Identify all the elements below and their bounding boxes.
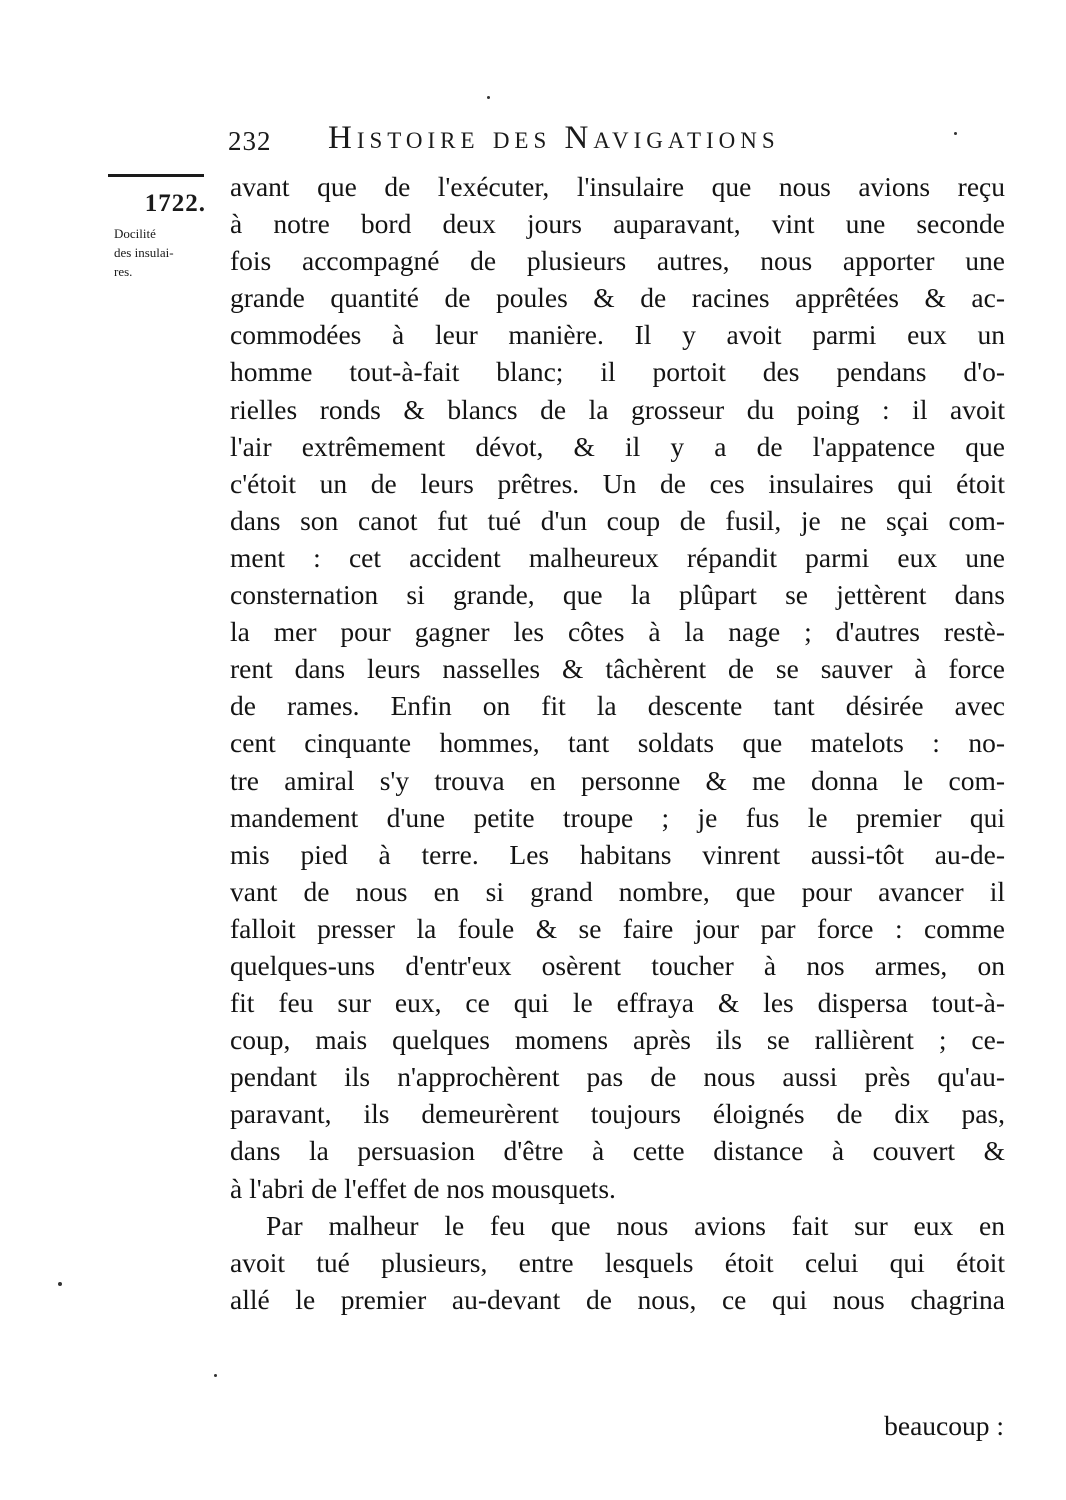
text-line: consternation si grande, que la plûpart se jettèrent dans xyxy=(230,579,1005,611)
text-line: mis pied à terre. Les habitans vinrent aussi-tôt au-de- xyxy=(230,838,1005,870)
text-line: coup, mais quelques momens après ils se rallièrent ; ce- xyxy=(230,1024,1005,1056)
text-line: ment : cet accident malheureux répandit parmi eux une xyxy=(230,541,1005,573)
text-line: vant de nous en si grand nombre, que pour avancer il xyxy=(230,875,1005,907)
margin-note-line: Docilité xyxy=(114,226,156,241)
text-line: Par malheur le feu que nous avions fait sur eux en xyxy=(266,1209,1005,1241)
text-line: avoit tué plusieurs, entre lesquels étoit celui qui étoit xyxy=(230,1246,1005,1278)
scan-speck xyxy=(58,1282,62,1286)
margin-note-text xyxy=(104,224,208,281)
marginal-note xyxy=(104,190,208,281)
text-line: paravant, ils demeurèrent toujours éloignés de dix pas, xyxy=(230,1098,1005,1130)
text-line: à notre bord deux jours auparavant, vint une seconde xyxy=(230,208,1005,240)
text-line: c'étoit un de leurs prêtres. Un de ces insulaires qui étoit xyxy=(230,467,1005,499)
text-line: dans la persuasion d'être à cette distance à couvert & xyxy=(230,1135,1005,1167)
text-line: fit feu sur eux, ce qui le effraya & les dispersa tout-à- xyxy=(230,987,1005,1019)
margin-rule xyxy=(108,174,204,177)
text-line: l'air extrêmement dévot, & il y a de l'appatence que xyxy=(230,430,1005,462)
page-header xyxy=(228,118,928,158)
text-line: la mer pour gagner les côtes à la nage ; d'autres restè- xyxy=(230,616,1005,648)
running-title: Histoire des Navigations xyxy=(328,120,780,156)
text-line: homme tout-à-fait blanc; il portoit des pendans d'o- xyxy=(230,356,1005,388)
text-line: allé le premier au-devant de nous, ce qui nous chagrina xyxy=(230,1283,1005,1315)
scan-speck xyxy=(954,132,957,135)
scan-speck xyxy=(214,1374,217,1377)
text-line: dans son canot fut tué d'un coup de fusil, je ne sçai com- xyxy=(230,504,1005,536)
text-line: pendant ils n'approchèrent pas de nous aussi près qu'au- xyxy=(230,1061,1005,1093)
text-line: rielles ronds & blancs de la grosseur du poing : il avoit xyxy=(230,393,1005,425)
text-line: avant que de l'exécuter, l'insulaire que nous avions reçu xyxy=(230,171,1005,202)
text-line: falloit presser la foule & se faire jour par force : comme xyxy=(230,912,1005,944)
paragraph-2 xyxy=(230,1207,1005,1318)
text-line: grande quantité de poules & de racines apprêtées & ac- xyxy=(230,282,1005,314)
body-text xyxy=(230,168,1005,1318)
text-line: cent cinquante hommes, tant soldats que matelots : no- xyxy=(230,727,1005,759)
text-line: de rames. Enfin on fit la descente tant désirée avec xyxy=(230,690,1005,722)
text-line: tre amiral s'y trouva en personne & me donna le com- xyxy=(230,764,1005,796)
catchword: beaucoup : xyxy=(884,1410,1004,1441)
margin-note-line: res. xyxy=(114,264,133,279)
text-line: fois accompagné de plusieurs autres, nous apporter une xyxy=(230,245,1005,277)
page-number: 232 xyxy=(228,126,272,156)
text-line: commodées à leur manière. Il y avoit parmi eux un xyxy=(230,319,1005,351)
text-line: à l'abri de l'effet de nos mousquets. xyxy=(230,1172,616,1204)
margin-year: 1722. xyxy=(144,190,206,217)
text-line: mandement d'une petite troupe ; je fus le premier qui xyxy=(230,801,1005,833)
paragraph-1 xyxy=(230,168,1005,1207)
margin-note-line: des insulai- xyxy=(114,245,174,260)
text-line: rent dans leurs nasselles & tâchèrent de se sauver à force xyxy=(230,653,1005,685)
text-line: quelques-uns d'entr'eux osèrent toucher à nos armes, on xyxy=(230,949,1005,981)
scan-speck xyxy=(487,96,490,99)
